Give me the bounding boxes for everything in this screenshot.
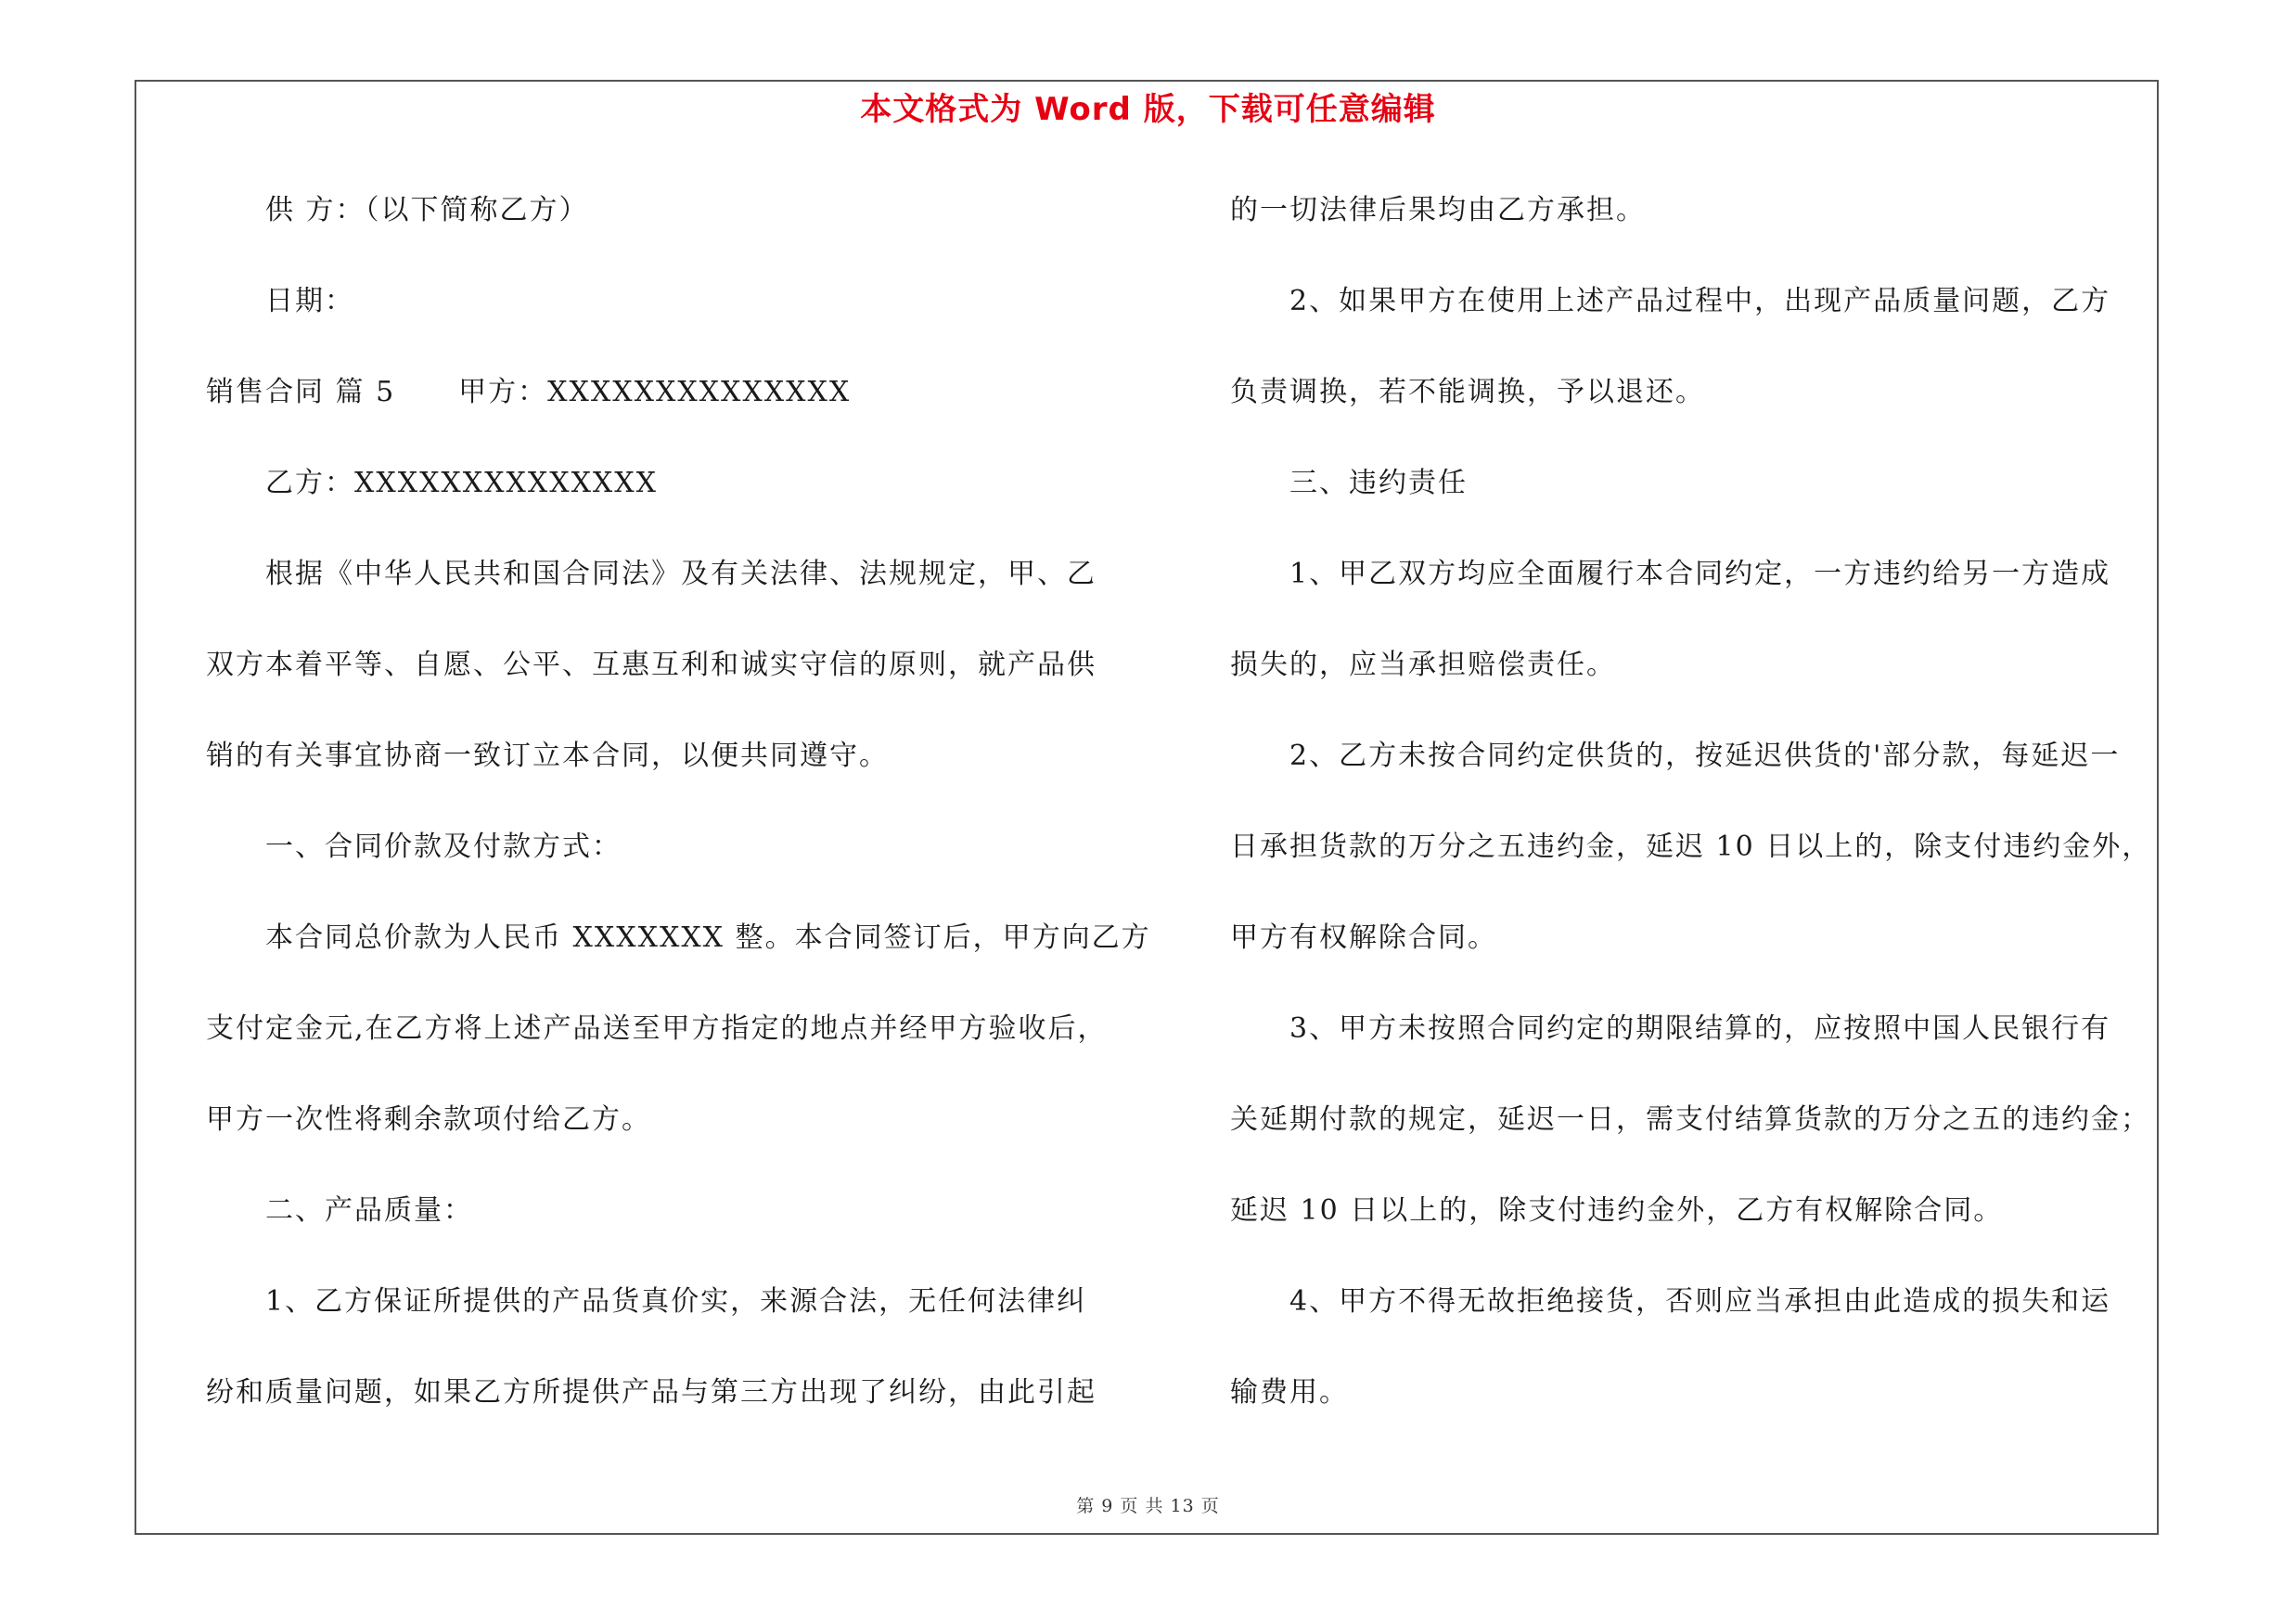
section-heading-line: [206, 364, 1143, 455]
paragraph-line: 日承担货款的万分之五违约金，延迟 10 日以上的，除支付违约金外，: [1230, 831, 2152, 863]
section-title: 销售合同 篇 5: [206, 376, 396, 408]
party-a-line: 甲方：XXXXXXXXXXXXXX: [458, 376, 852, 408]
paragraph-line: 甲方一次性将剩余款项付给乙方。: [206, 1103, 651, 1136]
paragraph-line: 延迟 10 日以上的，除支付违约金外，乙方有权解除合同。: [1230, 1194, 2004, 1227]
paragraph-line: 1、乙方保证所提供的产品货真价实，来源合法，无任何法律纠: [265, 1285, 1087, 1318]
party-b-line: 乙方：XXXXXXXXXXXXXX: [265, 467, 659, 499]
paragraph-line: 1、甲乙双方均应全面履行本合同约定，一方违约给另一方造成: [1289, 558, 2111, 590]
paragraph-line: 根据《中华人民共和国合同法》及有关法律、法规规定，甲、乙: [265, 558, 1097, 590]
paragraph-line: 输费用。: [1230, 1376, 1349, 1409]
left-column: [206, 182, 1151, 1455]
paragraph-line: 日期：: [265, 285, 354, 317]
paragraph-line: 的一切法律后果均由乙方承担。: [1230, 194, 1646, 226]
paragraph-line: 本合同总价款为人民币 XXXXXXX 整。本合同签订后，甲方向乙方: [265, 921, 1151, 954]
paragraph-line: 纷和质量问题，如果乙方所提供产品与第三方出现了纠纷，由此引起: [206, 1376, 1097, 1409]
paragraph-line: 关延期付款的规定，延迟一日，需支付结算货款的万分之五的违约金；: [1230, 1103, 2150, 1136]
paragraph-line: 2、乙方未按合同约定供货的，按延迟供货的'部分款，每延迟一: [1289, 740, 2121, 772]
paragraph-line: 销的有关事宜协商一致订立本合同，以便共同遵守。: [206, 740, 889, 772]
paragraph-line: 损失的，应当承担赔偿责任。: [1230, 649, 1616, 681]
paragraph-line: 双方本着平等、自愿、公平、互惠互利和诚实守信的原则，就产品供: [206, 649, 1097, 681]
paragraph-line: 负责调换，若不能调换，予以退还。: [1230, 376, 1705, 408]
paragraph-line: 2、如果甲方在使用上述产品过程中，出现产品质量问题，乙方: [1289, 285, 2111, 317]
paragraph-line: 4、甲方不得无故拒绝接货，否则应当承担由此造成的损失和运: [1289, 1285, 2111, 1318]
page-number: 第 9 页 共 13 页: [1076, 1496, 1220, 1516]
paragraph-line: 供 方：（以下简称乙方）: [265, 194, 589, 226]
paragraph-line: 3、甲方未按照合同约定的期限结算的，应按照中国人民银行有: [1289, 1012, 2111, 1045]
clause-heading: 三、违约责任: [1289, 467, 1468, 499]
paragraph-line: 支付定金元,在乙方将上述产品送至甲方指定的地点并经甲方验收后，: [206, 1012, 1108, 1045]
clause-heading: 二、产品质量：: [265, 1194, 473, 1227]
paragraph-line: 甲方有权解除合同。: [1230, 921, 1497, 954]
clause-heading: 一、合同价款及付款方式：: [265, 831, 622, 863]
right-column: [1230, 182, 2167, 1455]
format-banner: 本文格式为 Word 版，下载可任意编辑: [860, 91, 1436, 128]
